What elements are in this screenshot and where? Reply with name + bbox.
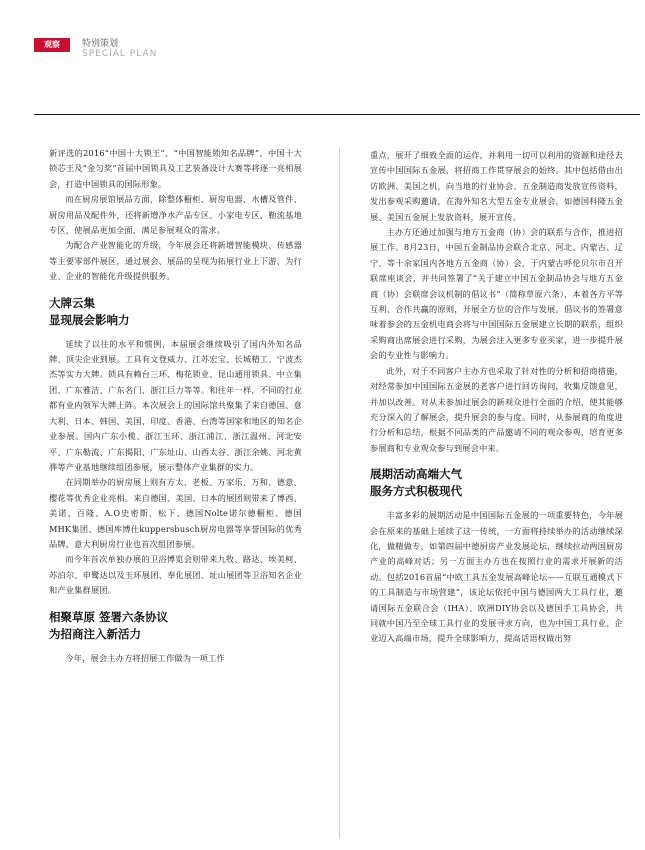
subheading-line: 为招商注入新活力 <box>49 626 141 641</box>
subheading-line: 相聚草原 签署六条协议 <box>49 609 169 624</box>
paragraph: 而在厨房展馆展品方面，除整体橱柜、厨房电器、水槽及管件、厨房用品及配件外，还将新增净水产品专区、小家电专区、勒流基地专区，使展品更加全面，满足参展观众的需求。 <box>49 194 302 236</box>
subheading-line: 显现展会影响力 <box>49 312 130 327</box>
section-title: 特别策划 <box>82 39 119 49</box>
paragraph: 延续了以往的水平和惯例，本届展会继续吸引了国内外知名品牌、顶尖企业到展。工具有文登威力、江苏宏宝、长城精工、宁波杰杰等实力大牌。锁具有赖台三环、梅花锁业、昆山通用锁具、中立集团、广东雅洁、广东名门、浙江巨力等等。和往年一样，不同的行业都有业内领军大牌上阵。本次展会上的国际馆共聚集了来自德国、意大利、日本、韩国、美国、印度、香港、台湾等国家和地区的知名企业参展。国内广东小榄、浙江玉环、浙江浦江、浙江温州、河北安平、广东勒流、广东揭阳、广东址山、山西太谷、浙江余姚、河北黄骅等产业基地继续组团参展，展示整体产业集群的实力。 <box>49 338 302 472</box>
left-column <box>49 146 302 846</box>
paragraph: 今年，展会主办方将招展工作做为一项工作 <box>65 652 225 663</box>
subheading <box>370 466 623 500</box>
paragraph: 此外，对于不同客户主办方也采取了针对性的分析和招商措施，对经常参加中国国际五金展的老客户进行回访询问，收集反馈意见，并加以改善。对从未参加过展会的新观众进行全面的介绍，使其能够充分深入的了解展会，提升展会的参与度。同时，从参展商的角度进行分析和总结，根据不同品类的产品邀请不同的观众参观，培育更多参展商和专业观众参与到展会中来。 <box>370 365 623 453</box>
subheading <box>49 295 302 329</box>
paragraph: 为配合产业智能化的升级，今年展会还将新增智能模块、传感器等主要零部件展区，通过展会、展品的呈现为拓展行业上下游，为行业、企业的智能化升级提供服务。 <box>49 240 302 282</box>
paragraph: 重点，展开了细致全面的运作，并利用一切可以利用的资源和途径去宣传中国国际五金展，将招商工作贯穿展会的始终。其中包括借由出访欧洲、美国之机，向当地的行业协会、五金制造商发放宣传资料，发出参观采购邀请，在海外知名大型五金专业展会，如德国科隆五金展、美国五金展上发放资料，展开宣传。 <box>370 150 623 222</box>
subheading <box>49 609 302 643</box>
paragraph: 而今年首次单独办展的卫浴博览会则带来九牧、路达、埃美柯、苏泊尔、申鹭达以及玉环展团、奉化展团、址山展团等卫浴知名企业和产业集群展团。 <box>49 554 302 596</box>
header-rule <box>34 114 640 115</box>
paragraph: 丰富多彩的展期活动是中国国际五金展的一项重要特色，今年展会在原来的基础上延续了这一传统，一方面将持续举办的活动继续深化，做精做专，如第四届中德厨房产业发展论坛，继续拉动两国厨房产业的高峰对话；另一方面主办方也在按照行业的需求开展新的活动。包括2016首届“中欧工具五金发展高峰论坛——互联互通模式下的工具制造与市场营建”，该论坛依托中国与德国两大工具行业，邀请国际五金联合会（IHA）、欧洲DIY协会以及德国手工具协会，共同就中国乃至全球工具行业的发展寻求方向，也为中国工具行业、企业迈入高端市场，提升全球影响力，提高话语权做出努 <box>370 510 623 644</box>
paragraph: 主办方还通过加强与地方五金商（协）会的联系与合作，推进招展工作。8月23日，中国五金制品协会联合北京、河北、内蒙古、辽宁、等十余家国内各地方五金商（协）会，于内蒙古呼伦贝尔市召开联席座谈会，并共同签署了“关于建立中国五金制品协会与地方五金商（协）会联席会议机制的倡议书”（简称草原六条），本着各方平等互利、合作共赢的原则，开展全方位的合作与发展。倡议书的签署意味着参会的五金机电商会将与中国国际五金展建立长期的联系，组织采购商出席展会进行采购，为展会注入更多专业买家，进一步提升展会的专业性与影响力。 <box>370 227 623 361</box>
subheading-line: 大牌云集 <box>49 295 95 310</box>
paragraph: 在同期举办的厨房展上则有方太、老板、万家乐、万和、德意、樱花等优秀企业亮相。来自德国、美国、日本的展团则带来了博西、美诺、百隆、A.O史密斯、松下、德国Nolte诺尔德橱柜、德国MHK集团、德国库博仕kuppersbusch厨房电器等享誉国际的优秀品牌，意大利厨房行业也首次组团参展。 <box>49 477 302 549</box>
paragraph: 新评选的2016“中国十大锁王”、“中国智能锁知名品牌”、中国十大锁芯王及“金匀奖”首届中国锁具及工艺装备设计大赛等将逐一亮相展会，打造中国锁具的国际形象。 <box>49 148 302 189</box>
right-column <box>370 148 623 848</box>
page-header <box>34 30 634 70</box>
column-divider <box>339 148 340 838</box>
section-tag: 观察 <box>34 38 70 52</box>
subheading-line: 展期活动高端大气 <box>370 467 462 482</box>
subheading-line: 服务方式积极现代 <box>370 484 462 499</box>
section-subtitle: SPECIAL PLAN <box>82 49 158 59</box>
